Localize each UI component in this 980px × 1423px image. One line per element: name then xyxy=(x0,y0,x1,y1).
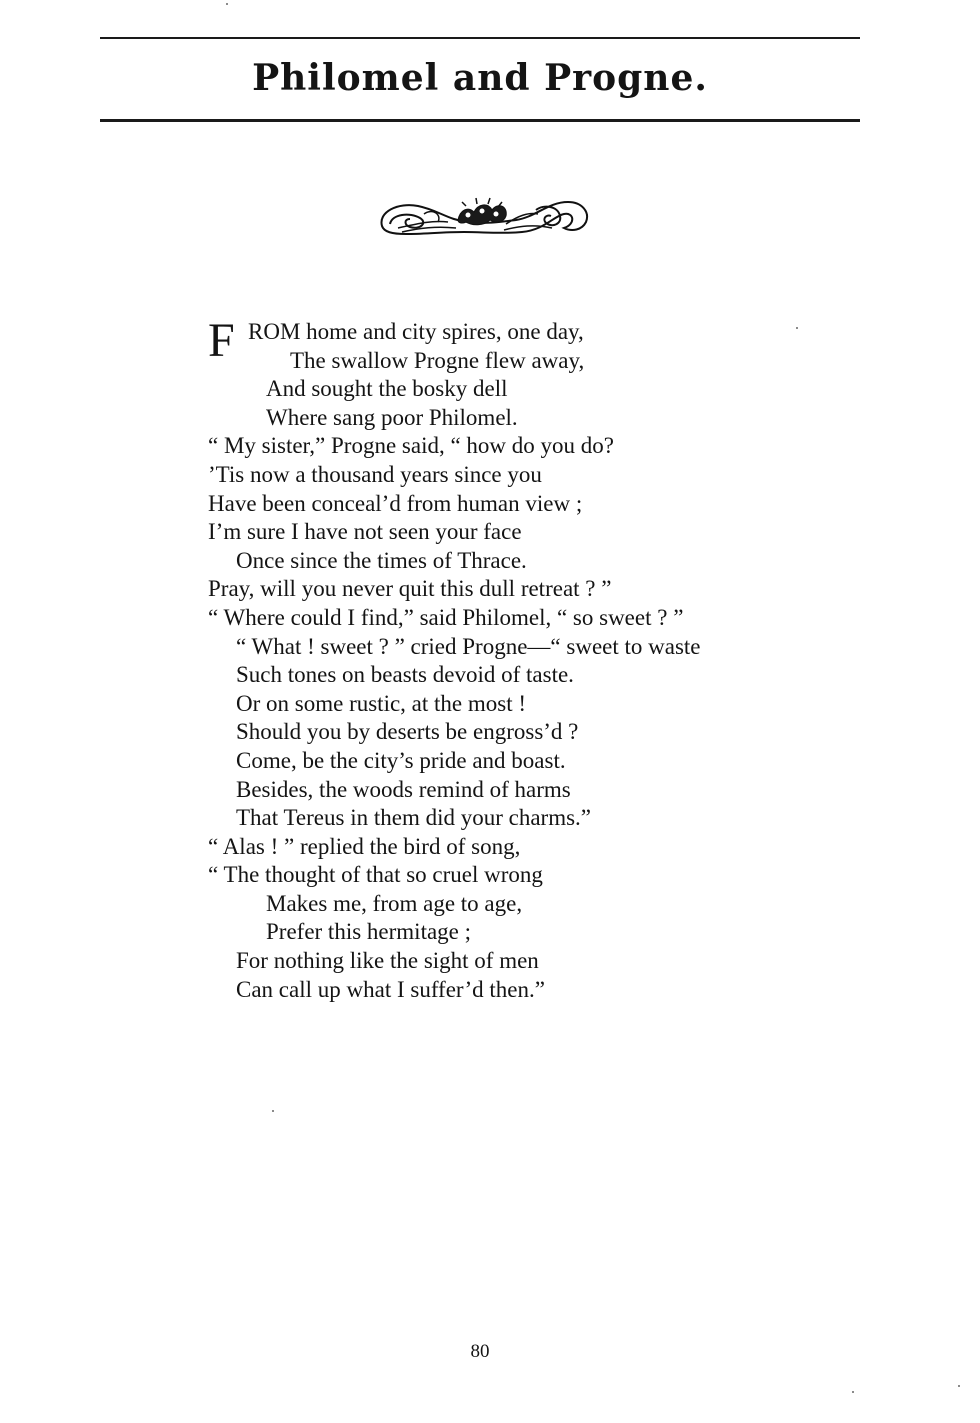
page-number: 80 xyxy=(470,1341,490,1362)
poem-line: “ The thought of that so cruel wrong xyxy=(208,862,543,888)
poem-line: “ What ! sweet ? ” cried Progne—“ sweet to waste xyxy=(236,633,701,659)
scan-speck xyxy=(958,1385,960,1387)
poem-line: “ My sister,” Progne said, “ how do you do? xyxy=(208,433,614,459)
poem-line: “ Alas ! ” replied the bird of song, xyxy=(208,833,521,859)
poem-line: Prefer this hermitage ; xyxy=(266,919,472,945)
header-rule-bottom xyxy=(100,119,860,122)
drop-cap: F xyxy=(208,314,235,367)
header-rule-top xyxy=(100,37,860,39)
poem-line: ’Tis now a thousand years since you xyxy=(208,461,542,487)
page-title: Philomel and Progne. xyxy=(252,57,708,99)
poem-line: Should you by deserts be engross’d ? xyxy=(236,719,579,745)
poem-line: Besides, the woods remind of harms xyxy=(236,776,571,802)
poem-line: Pray, will you never quit this dull retreat ? ” xyxy=(208,576,612,602)
scan-speck xyxy=(852,1391,854,1393)
scan-speck xyxy=(796,327,798,329)
poem-line: “ Where could I find,” said Philomel, “ so sweet ? ” xyxy=(208,604,684,630)
poem-line: Can call up what I suffer’d then.” xyxy=(236,976,545,1002)
scan-speck xyxy=(272,1110,274,1112)
poem-line: Come, be the city’s pride and boast. xyxy=(236,747,566,773)
poem-body xyxy=(208,314,848,1004)
poem-line: And sought the bosky dell xyxy=(266,376,508,402)
poem-line: The swallow Progne flew away, xyxy=(290,347,585,373)
poem-line: I’m sure I have not seen your face xyxy=(208,519,522,545)
poem-line: Such tones on beasts devoid of taste. xyxy=(236,662,574,688)
poem-line: Or on some rustic, at the most ! xyxy=(236,690,527,716)
poem-line: Makes me, from age to age, xyxy=(266,890,523,916)
scan-speck xyxy=(226,3,228,5)
poem-line: Have been conceal’d from human view ; xyxy=(208,490,583,516)
poem-line: Where sang poor Philomel. xyxy=(266,404,518,430)
ornament-headpiece-icon xyxy=(376,190,592,240)
poem-line-text: ROM home and city spires, one day, xyxy=(248,319,584,344)
poem-line: For nothing like the sight of men xyxy=(236,948,539,974)
poem-line: That Tereus in them did your charms.” xyxy=(236,805,592,831)
poem-line: Once since the times of Thrace. xyxy=(236,547,527,573)
